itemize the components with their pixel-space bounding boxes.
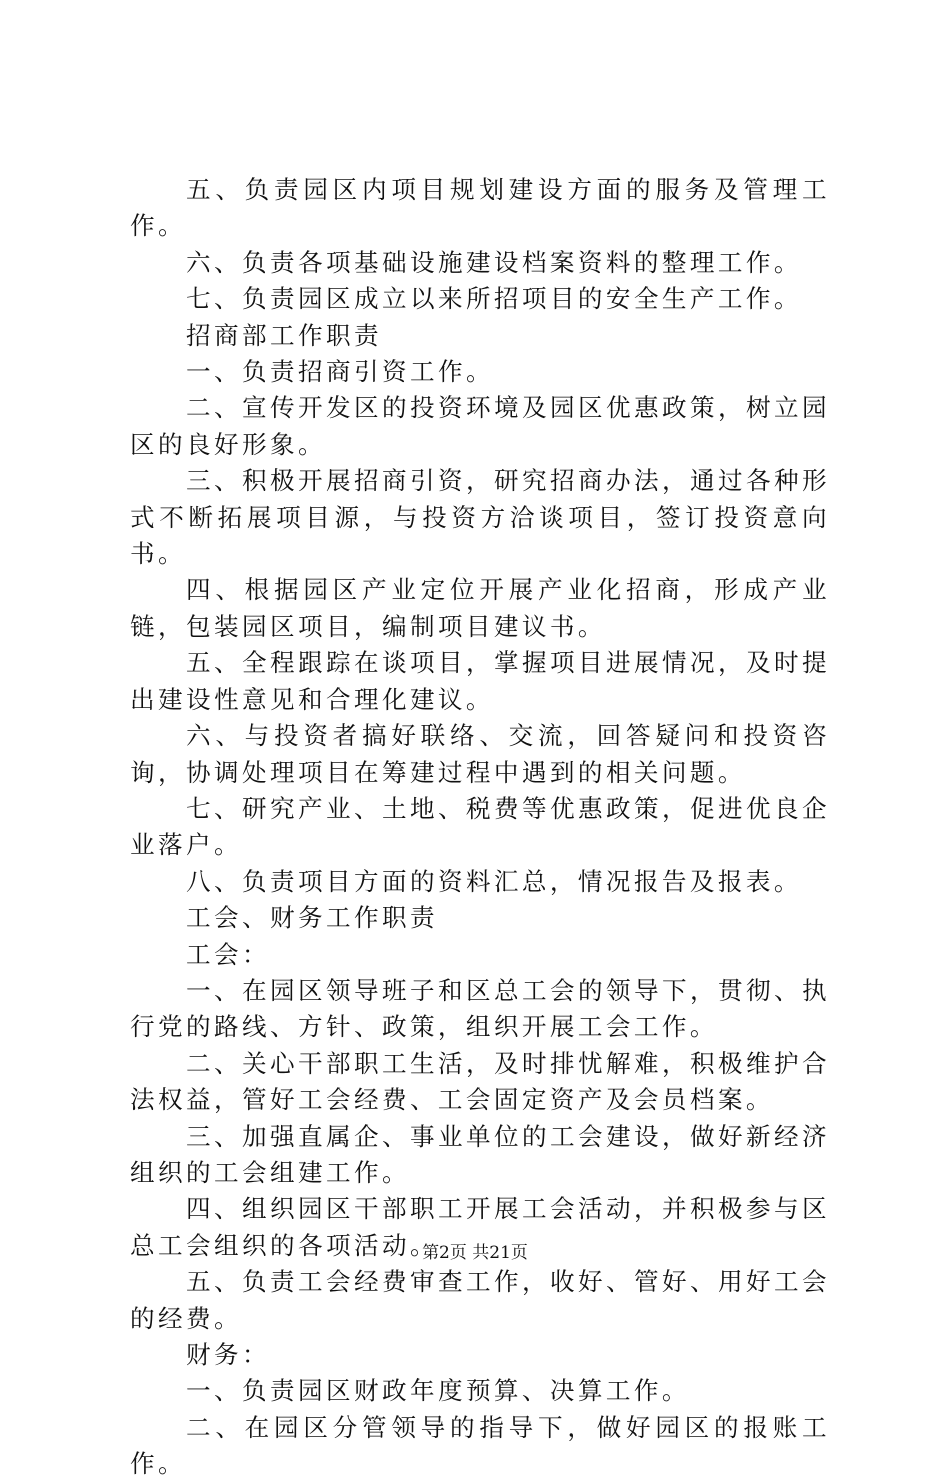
section-heading: 招商部工作职责 [186,320,382,350]
document-body [130,172,830,1483]
paragraph: 一、负责园区财政年度预算、决算工作。 [186,1376,690,1406]
paragraph: 七、负责园区成立以来所招项目的安全生产工作。 [186,284,802,314]
subsection-heading: 工会： [186,939,270,969]
paragraph: 八、负责项目方面的资料汇总，情况报告及报表。 [186,866,802,896]
paragraph: 五、负责园区内项目规划建设方面的服务及管理工作。 [130,175,830,241]
paragraph: 一、在园区领导班子和区总工会的领导下，贯彻、执行党的路线、方针、政策，组织开展工会工作。 [130,975,830,1042]
section-heading: 工会、财务工作职责 [186,903,438,933]
subsection-heading: 财务： [186,1340,270,1369]
paragraph: 四、根据园区产业定位开展产业化招商，形成产业链，包装园区项目，编制项目建议书。 [130,575,830,641]
paragraph: 二、宣传开发区的投资环境及园区优惠政策，树立园区的良好形象。 [130,393,830,459]
paragraph: 五、负责工会经费审查工作，收好、管好、用好工会的经费。 [130,1267,830,1333]
paragraph: 三、加强直属企、事业单位的工会建设，做好新经济组织的工会组建工作。 [130,1121,830,1187]
paragraph: 四、组织园区干部职工开展工会活动，并积极参与区总工会组织的各项活动。 [130,1194,830,1260]
page-number-footer: 第2页 共21页 [422,1243,528,1263]
paragraph: 一、负责招商引资工作。 [186,357,494,387]
paragraph: 七、研究产业、土地、税费等优惠政策，促进优良企业落户。 [130,793,830,860]
paragraph: 二、在园区分管领导的指导下，做好园区的报账工作。 [130,1412,830,1479]
paragraph: 二、关心干部职工生活，及时排忧解难，积极维护合法权益，管好工会经费、工会固定资产及会员档案。 [130,1048,830,1115]
paragraph: 五、全程跟踪在谈项目，掌握项目进展情况，及时提出建设性意见和合理化建议。 [130,648,830,714]
paragraph: 六、与投资者搞好联络、交流，回答疑问和投资咨询，协调处理项目在筹建过程中遇到的相关问题。 [130,721,830,787]
paragraph: 三、积极开展招商引资，研究招商办法，通过各种形式不断拓展项目源，与投资方洽谈项目，签订投资意向书。 [130,466,830,569]
paragraph: 六、负责各项基础设施建设档案资料的整理工作。 [186,247,802,277]
